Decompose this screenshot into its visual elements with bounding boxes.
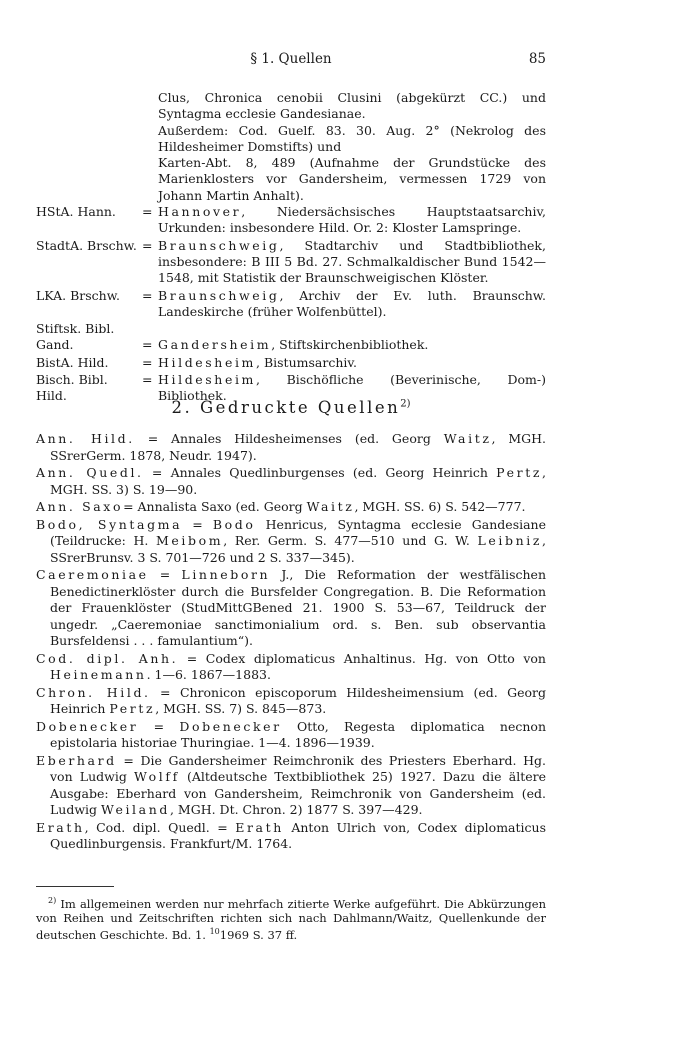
- entry-siglum: Ann. Quedl.: [36, 465, 144, 480]
- entry-text: , MGH. Dt. Chron. 2) 1877 S. 397—429.: [169, 802, 423, 817]
- archive-place: Braunschweig: [158, 237, 280, 253]
- entry-text: = Annales Quedlinburgenses (ed. Georg Heinrich: [143, 465, 497, 480]
- author-name: Pertz: [496, 465, 543, 480]
- archive-place: Hildesheim: [158, 354, 257, 370]
- archive-abbreviation: HStA. Hann.: [36, 204, 116, 220]
- bibliography-entry: [36, 567, 546, 650]
- entry-siglum: Cod. dipl. Anh.: [36, 650, 179, 666]
- entry-text: = Chronicon episcoporum Hildesheimensium (ed. Georg Heinrich: [50, 684, 546, 716]
- entry-text: =: [138, 718, 180, 734]
- entry-text: , MGH. SS. 7) S. 845—873.: [155, 701, 327, 716]
- archive-place: Braunschweig: [158, 287, 280, 303]
- footnote-text-end: 1969 S. 37 ff.: [219, 928, 298, 943]
- footnote-text: Im allgemeinen werden nur mehrfach zitierte Werke aufgeführt. Die Abkürzungen von Reihen und Zeitschriften richten sich nach Dahlmann/Waitz, Quellenkunde der deutschen Geschichte. Bd. 1.: [36, 896, 546, 943]
- entry-text: = Die Gandersheimer Reimchronik des Priesters Eberhard. Hg. von Ludwig: [50, 752, 546, 784]
- entry-siglum: Chron. Hild.: [36, 684, 151, 700]
- author-name: Dobenecker: [179, 718, 282, 734]
- entry-siglum: Ann. Hild.: [36, 431, 135, 446]
- archive-entry: [36, 238, 546, 287]
- entry-text: J., Die Reformation der westfälischen Benedictinerklöster durch die Bursfelder Congregation. B. Die Reformation der Frauenklöster (StudMittGBened 21. 1900 S. 53—67, Teildruck der ungedr. „Caeremoniae sanctimonialium ord. s. Ben. sub observantia Bursfeldensi . . . famulantium“).: [50, 567, 546, 648]
- footnote: [36, 894, 546, 943]
- entry-text: Otto, Regesta diplomatica necnon epistolaria historiae Thuringiae. 1—4. 1896—1939.: [50, 718, 546, 750]
- archive-abbreviation: Bisch. Bibl. Hild.: [36, 372, 108, 404]
- archive-description: [158, 204, 546, 237]
- archive-place: Gandersheim: [158, 337, 272, 353]
- equals-sign: =: [142, 337, 153, 353]
- archive-list: [36, 90, 546, 405]
- entry-siglum: Dobenecker: [36, 718, 139, 734]
- entry-text: (Altdeutsche Textbibliothek 25) 1927. Dazu die ältere Ausgabe: Eberhard von Gandersheim, Reimchronik von Gandersheim (ed. Ludwig: [50, 769, 546, 817]
- archive-detail: , Bistumsarchiv.: [256, 354, 357, 370]
- equals-sign: =: [142, 354, 153, 370]
- author-name: Waitz: [306, 499, 355, 514]
- bibliography-entry: [36, 719, 546, 752]
- author-name: Waitz: [443, 431, 492, 446]
- archive-continuation-line: Außerdem: Cod. Guelf. 83. 30. Aug. 2° (Nekrolog des Hildesheimer Domstifts) und: [158, 122, 546, 154]
- section-heading: [36, 398, 546, 417]
- entry-siglum: Erath: [36, 819, 85, 835]
- edition-number: 10: [209, 927, 220, 937]
- equals-sign: =: [142, 237, 153, 253]
- entry-text: = Annalista Saxo (ed. Georg: [123, 499, 307, 514]
- entry-siglum: Caeremoniae: [36, 567, 149, 582]
- entry-text: , SSrerBrunsv. 3 S. 701—726 und 2 S. 337—345).: [50, 533, 546, 565]
- author-name: Bodo: [212, 516, 256, 532]
- entry-siglum: Bodo, Syntagma: [36, 516, 183, 532]
- footnote-divider: [36, 886, 114, 887]
- running-head: [36, 51, 546, 71]
- author-name: Pertz: [109, 701, 156, 716]
- author-name: Weiland: [101, 802, 170, 817]
- bibliography-entry: [36, 517, 546, 567]
- bibliography-entry: [36, 465, 546, 498]
- author-name: Meibom: [156, 533, 224, 548]
- archive-detail: , Stadtarchiv und Stadtbibliothek, insbesondere: B III 5 Bd. 27. Schmalkaldischer Bund 1542—1548, mit Statistik der Braunschweigischen Klöster.: [158, 237, 546, 286]
- footnote-mark: 2): [48, 896, 57, 905]
- archive-detail: , Archiv der Ev. luth. Braunschw. Landeskirche (früher Wolfenbüttel).: [158, 287, 546, 319]
- archive-detail: , Bischöfliche (Beverinische, Dom-) Bibliothek.: [158, 372, 546, 404]
- entry-text: = Annales Hildesheimenses (ed. Georg: [134, 431, 444, 446]
- archive-entry: [36, 204, 546, 237]
- author-name: Wolff: [134, 769, 180, 784]
- equals-sign: =: [142, 287, 153, 303]
- archive-detail: , Niedersächsisches Hauptstaatsarchiv, Urkunden: insbesondere Hild. Or. 2: Kloster Lamspringe.: [158, 204, 546, 236]
- bibliography-entry: [36, 753, 546, 819]
- entry-text: =: [148, 567, 182, 582]
- section-title: 2. Gedruckte Quellen: [171, 398, 401, 417]
- page-number: 85: [528, 51, 546, 67]
- entry-text: . 1—6. 1867—1883.: [146, 667, 271, 682]
- archive-place: Hannover: [158, 204, 242, 220]
- bibliography-entry: [36, 431, 546, 464]
- archive-abbreviation: LKA. Brschw.: [36, 287, 120, 303]
- archive-abbreviation: Stiftsk. Bibl. Gand.: [36, 321, 115, 353]
- bibliography-entry: [36, 651, 546, 684]
- entry-text: , MGH. SSrerGerm. 1878, Neudr. 1947).: [50, 431, 547, 463]
- entry-text: , Rer. Germ. S. 477—510 und G. W.: [223, 533, 478, 548]
- archive-entry: [36, 321, 546, 354]
- entry-text: Anton Ulrich von, Codex diplomaticus Quedlinburgensis. Frankfurt/M. 1764.: [50, 819, 546, 851]
- archive-abbreviation: StadtA. Brschw.: [36, 237, 137, 253]
- entry-text: , MGH. SS. 6) S. 542—777.: [354, 499, 526, 514]
- author-name: Linneborn: [181, 567, 271, 582]
- entry-text: =: [182, 516, 213, 532]
- archive-entry: [36, 288, 546, 321]
- equals-sign: =: [142, 372, 153, 388]
- entry-text: , Cod. dipl. Quedl. =: [84, 819, 236, 835]
- archive-detail: , Stiftskirchenbibliothek.: [271, 337, 429, 353]
- archive-description: [158, 288, 546, 321]
- entry-text: Henricus, Syntagma ecclesie Gandesiane (Teildrucke: H.: [50, 516, 547, 548]
- entry-text: , MGH. SS. 3) S. 19—90.: [50, 465, 546, 497]
- archive-description: [158, 238, 546, 287]
- archive-abbreviation: BistA. Hild.: [36, 354, 109, 370]
- archive-continuation-line: Clus, Chronica cenobii Clusini (abgekürzt CC.) und Syntagma ecclesie Gandesianae.: [158, 90, 546, 122]
- archive-continuation-line: Karten-Abt. 8, 489 (Aufnahme der Grundstücke des Marienklosters vor Gandersheim, vermessen 1729 von Johann Martin Anhalt).: [158, 155, 546, 203]
- archive-entry: [36, 355, 546, 371]
- printed-sources-list: [36, 431, 546, 854]
- author-name: Heinemann: [50, 667, 147, 682]
- bibliography-entry: [36, 499, 546, 516]
- bibliography-entry: [36, 685, 546, 718]
- equals-sign: =: [142, 204, 153, 220]
- archive-place: Hildesheim: [158, 372, 257, 388]
- archive-description: [158, 337, 546, 353]
- running-title: § 1. Quellen: [250, 51, 332, 67]
- footnote-reference: 2): [400, 398, 411, 410]
- entry-siglum: Ann. Saxo: [36, 499, 124, 514]
- bibliography-entry: [36, 820, 546, 853]
- author-name: Erath: [235, 819, 284, 835]
- author-name: Leibniz: [477, 533, 543, 548]
- entry-text: = Codex diplomaticus Anhaltinus. Hg. von Otto von: [178, 650, 546, 666]
- archive-description: [158, 355, 546, 371]
- entry-siglum: Eberhard: [36, 752, 117, 768]
